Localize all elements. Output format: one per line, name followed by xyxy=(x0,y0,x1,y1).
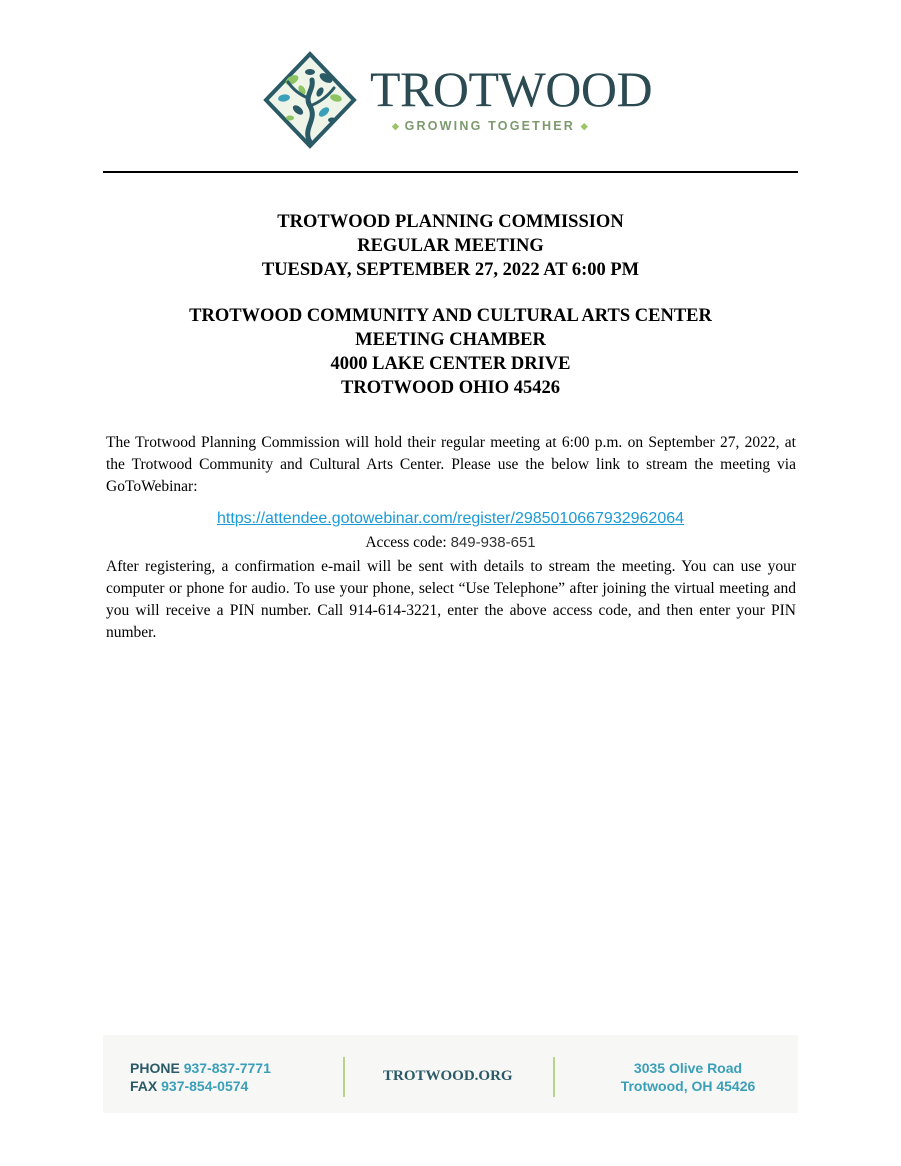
footer xyxy=(103,1035,798,1113)
access-code-value: 849-938-651 xyxy=(450,534,536,551)
webinar-registration-link[interactable]: https://attendee.gotowebinar.com/register/2985010667932962064 xyxy=(216,510,685,527)
logo-tagline-text: GROWING TOGETHER xyxy=(404,119,575,133)
intro-paragraph: The Trotwood Planning Commission will hold their regular meeting at 6:00 p.m. on September 27, 2022, at the Trotwood Community and Cultural Arts Center. Please use the below link to stream the meeting via GoToWebinar: xyxy=(106,434,796,495)
phone-number: 937-837-7771 xyxy=(183,1060,271,1076)
venue-city: TROTWOOD OHIO 45426 xyxy=(341,378,560,398)
access-code-line xyxy=(103,534,798,552)
footer-divider xyxy=(343,1057,345,1097)
footer-website[interactable]: TROTWOOD.ORG xyxy=(383,1068,513,1084)
trotwood-logo xyxy=(262,50,653,150)
phone-label: PHONE xyxy=(130,1060,180,1076)
logo-wordmark: TROTWOOD xyxy=(370,61,653,117)
meeting-type: REGULAR MEETING xyxy=(357,236,544,256)
footer-contact xyxy=(130,1059,271,1095)
fax-number: 937-854-0574 xyxy=(161,1078,249,1094)
instructions-paragraph: After registering, a confirmation e-mail will be sent with details to stream the meeting. You can use your computer or phone for audio. To use your phone, select “Use Telephone” after joining the virtual meeting and you will receive a PIN number. Call 914-614-3221, enter the above access code, and then enter your PIN number. xyxy=(106,558,796,641)
diamond-icon: ◆ xyxy=(580,121,588,131)
meeting-title: TROTWOOD PLANNING COMMISSION xyxy=(277,212,624,232)
venue-street: 4000 LAKE CENTER DRIVE xyxy=(330,354,571,374)
venue-block xyxy=(103,304,798,400)
access-code-label: Access code: xyxy=(365,534,451,551)
fax-label: FAX xyxy=(130,1078,158,1094)
tree-diamond-icon xyxy=(262,50,358,150)
footer-address xyxy=(593,1059,783,1095)
diamond-icon: ◆ xyxy=(392,121,399,131)
venue-room: MEETING CHAMBER xyxy=(355,330,546,350)
logo-tagline xyxy=(392,119,588,133)
meeting-datetime: TUESDAY, SEPTEMBER 27, 2022 AT 6:00 PM xyxy=(261,260,640,280)
header-divider xyxy=(103,171,798,173)
address-line-2: Trotwood, OH 45426 xyxy=(620,1078,756,1094)
footer-divider xyxy=(553,1057,555,1097)
meeting-title-block xyxy=(103,210,798,282)
address-line-1: 3035 Olive Road xyxy=(633,1060,743,1076)
venue-name: TROTWOOD COMMUNITY AND CULTURAL ARTS CENTER xyxy=(189,306,712,326)
